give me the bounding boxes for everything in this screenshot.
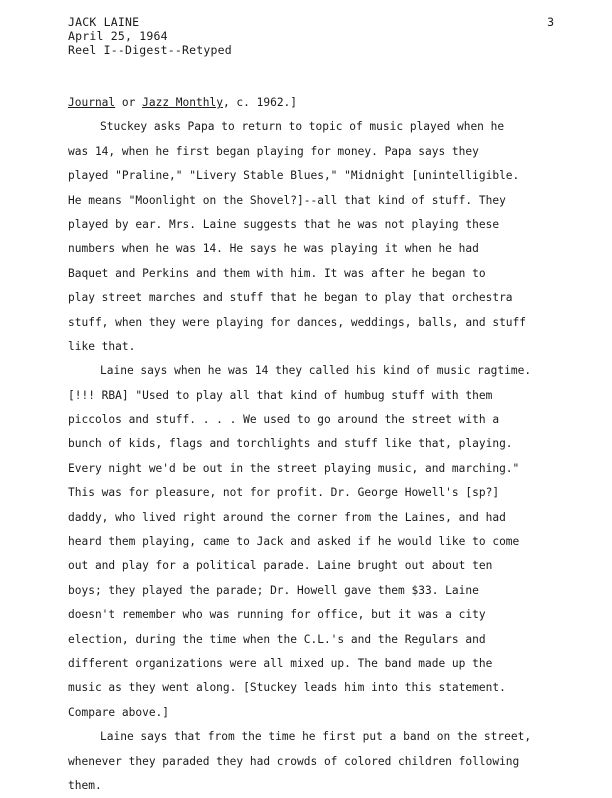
text-line: Compare above.] [68,705,170,719]
text-line: Laine says that from the time he first put a band on the street, [100,730,532,744]
text-line: numbers when he was 14. He says he was playing it when he had [68,242,479,256]
transcript-body [68,91,568,798]
page-number: 3 [547,15,554,29]
text-line: stuff, when they were playing for dances, weddings, balls, and stuff [68,315,527,329]
text-line: play street marches and stuff that he began to play that orchestra [68,291,513,305]
paragraph-2 [68,359,568,725]
text-line: He means "Moonlight on the Shovel?]--all that kind of stuff. They [68,193,506,207]
text-line: whenever they paraded they had crowds of colored children following [68,754,520,768]
journal-title: Journal [68,96,116,109]
text-line: Baquet and Perkins and them with him. It was after he began to [68,266,486,280]
citation-date: , c. 1962.] [222,96,298,109]
text-line: election, during the time when the C.L.'s and the Regulars and [68,632,486,646]
text-line: Laine says when he was 14 they called his kind of music ragtime. [100,364,532,378]
text-line: daddy, who lived right around the corner from the Laines, and had [68,510,506,524]
interviewee-name: JACK LAINE [68,15,140,29]
magazine-title: Jazz Monthly [142,96,223,109]
text-line: was 14, when he first began playing for money. Papa says they [68,144,479,158]
text-line: like that. [68,339,136,353]
opening-line [68,91,568,115]
text-line: Every night we'd be out in the street playing music, and marching." [68,461,520,475]
connector-text: or [115,96,143,109]
text-line: piccolos and stuff. . . . We used to go around the street with a [68,413,500,427]
text-line: out and play for a political parade. Laine brught out about ten [68,559,493,573]
text-line: heard them playing, came to Jack and asked if he would like to come [68,535,520,549]
reel-label: Reel I--Digest--Retyped [68,43,232,57]
text-line: bunch of kids, flags and torchlights and stuff like that, playing. [68,437,513,451]
text-line: This was for pleasure, not for profit. Dr. George Howell's [sp?] [68,486,500,500]
document-header [68,15,232,57]
text-line: boys; they played the parade; Dr. Howell gave them $33. Laine [68,583,479,597]
text-line: played "Praline," "Livery Stable Blues," "Midnight [unintelligible. [68,169,520,183]
text-line: played by ear. Mrs. Laine suggests that he was not playing these [68,217,500,231]
paragraph-3 [68,725,568,798]
paragraph-1 [68,115,568,359]
text-line: different organizations were all mixed up. The band made up the [68,656,493,670]
text-line: doesn't remember who was running for office, but it was a city [68,608,486,622]
interview-date: April 25, 1964 [68,29,168,43]
text-line: them. [68,778,102,792]
text-line: Stuckey asks Papa to return to topic of music played when he [100,120,505,134]
text-line: music as they went along. [Stuckey leads him into this statement. [68,681,506,695]
text-line: [!!! RBA] "Used to play all that kind of humbug stuff with them [68,388,493,402]
